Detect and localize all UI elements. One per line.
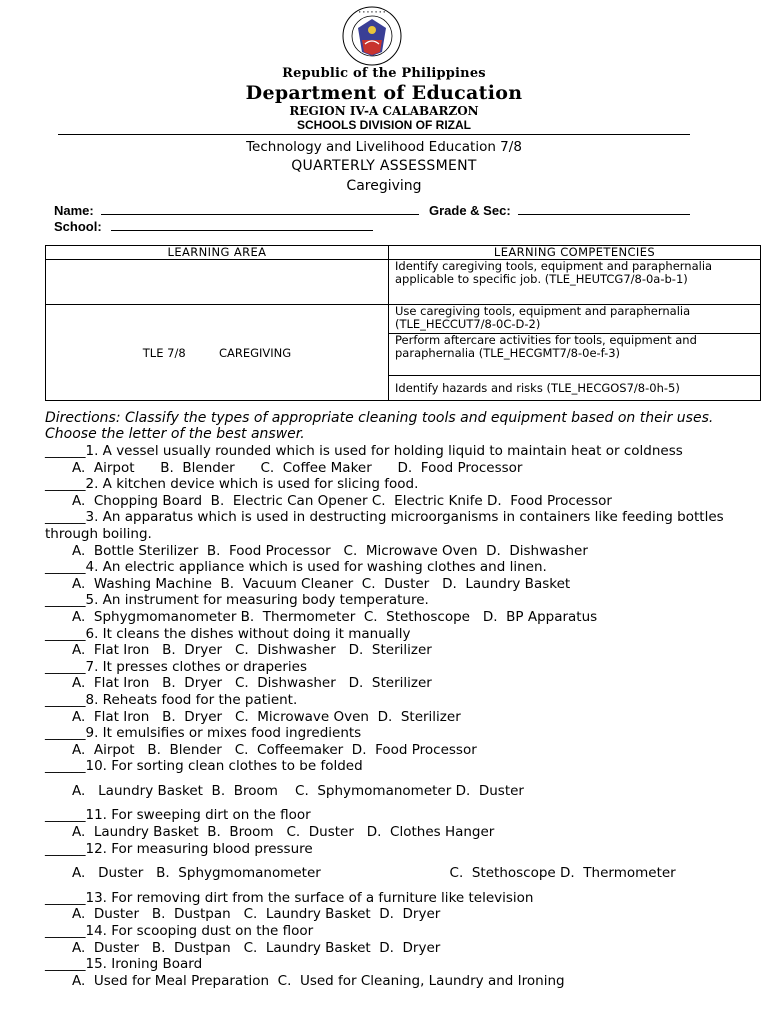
competency-text: Identify hazards and risks (TLE_HECGOS7/8-0h-5) xyxy=(395,380,680,395)
header-learning-competencies: LEARNING COMPETENCIES xyxy=(389,246,761,260)
area-cell-tle xyxy=(46,305,389,401)
table-row xyxy=(46,260,761,305)
school-row xyxy=(54,218,373,234)
school-field[interactable] xyxy=(111,218,373,231)
competency-cell xyxy=(389,376,761,401)
question-choices[interactable]: A. Flat Iron B. Dryer C. Dishwasher D. Sterilizer xyxy=(72,675,432,692)
name-field[interactable] xyxy=(101,202,419,215)
question-choices[interactable]: A. Laundry Basket B. Broom C. Duster D. Clothes Hanger xyxy=(72,824,495,841)
question-stem: ______10. For sorting clean clothes to be folded xyxy=(45,758,363,775)
competency-cell xyxy=(389,260,761,305)
republic-heading: Republic of the Philippines xyxy=(282,66,486,81)
header-learning-area: LEARNING AREA xyxy=(46,246,389,260)
question-choices[interactable]: A. Used for Meal Preparation C. Used for Cleaning, Laundry and Ironing xyxy=(72,972,565,989)
quiz-section xyxy=(45,410,760,989)
question-choices[interactable]: A. Bottle Sterilizer B. Food Processor C. Microwave Oven D. Dishwasher xyxy=(72,542,588,559)
svg-text:• • • • • • •: • • • • • • • xyxy=(358,10,386,16)
question-choices[interactable]: A. Chopping Board B. Electric Can Opener C. Electric Knife D. Food Processor xyxy=(72,492,612,509)
competency-text: Use caregiving tools, equipment and paraphernalia (TLE_HECCUT7/8-0C-D-2) xyxy=(395,304,691,331)
question-stem: ______7. It presses clothes or draperies xyxy=(45,658,307,675)
question-choices[interactable]: A. Airpot B. Blender C. Coffee Maker D. Food Processor xyxy=(72,459,523,476)
question-stem: ______3. An apparatus which is used in destructing microorganisms in containers like feeding bottles through boiling. xyxy=(45,509,724,542)
competency-cell xyxy=(389,334,761,376)
competency-table xyxy=(45,245,761,401)
table-row xyxy=(46,305,761,334)
subject-title: Technology and Livelihood Education 7/8 xyxy=(246,139,522,155)
competency-text: Perform aftercare activities for tools, equipment and paraphernalia (TLE_HECGMT7/8-0e-f-3) xyxy=(395,333,697,360)
question-stem: ______12. For measuring blood pressure xyxy=(45,840,313,857)
department-heading: Department of Education xyxy=(245,82,523,104)
question-stem: ______15. Ironing Board xyxy=(45,956,203,973)
grade-label: Grade & Sec: xyxy=(429,203,511,218)
header-divider xyxy=(58,134,690,135)
area-tle-text: TLE 7/8 xyxy=(142,345,186,360)
competency-cell xyxy=(389,305,761,334)
question-choices[interactable]: A. Flat Iron B. Dryer C. Microwave Oven D. Sterilizer xyxy=(72,708,461,725)
question-choices[interactable]: A. Sphygmomanometer B. Thermometer C. Stethoscope D. BP Apparatus xyxy=(72,608,598,625)
question-stem: ______9. It emulsifies or mixes food ingredients xyxy=(45,725,362,742)
name-grade-row xyxy=(54,202,690,218)
table-header-row xyxy=(46,246,761,260)
question-stem: ______14. For scooping dust on the floor xyxy=(45,923,314,940)
question-stem: ______11. For sweeping dirt on the floor xyxy=(45,807,311,824)
question-stem: ______1. A vessel usually rounded which is used for holding liquid to maintain heat or coldness xyxy=(45,443,683,459)
area-subject-text: CAREGIVING xyxy=(218,345,292,360)
question-choices[interactable]: A. Duster B. Dustpan C. Laundry Basket D. Dryer xyxy=(72,939,441,956)
question-stem: ______4. An electric appliance which is used for washing clothes and linen. xyxy=(45,559,547,576)
question-choices[interactable]: A. Duster B. Sphygmomanometer C. Stethoscope D. Thermometer xyxy=(72,865,676,882)
question-choices[interactable]: A. Washing Machine B. Vacuum Cleaner C. Duster D. Laundry Basket xyxy=(72,575,571,592)
area-cell-empty xyxy=(46,260,389,305)
topic-title: Caregiving xyxy=(346,178,422,194)
question-stem: ______6. It cleans the dishes without doing it manually xyxy=(45,625,411,642)
school-label: School: xyxy=(54,219,102,234)
division-heading: SCHOOLS DIVISION OF RIZAL xyxy=(296,118,471,132)
assessment-title: QUARTERLY ASSESSMENT xyxy=(291,158,477,174)
question-choices[interactable]: A. Duster B. Dustpan C. Laundry Basket D. Dryer xyxy=(72,906,441,923)
question-choices[interactable]: A. Flat Iron B. Dryer C. Dishwasher D. Sterilizer xyxy=(72,642,432,659)
deped-seal-icon xyxy=(336,6,408,66)
directions-text: Directions: Classify the types of appropriate cleaning tools and equipment based on their uses. Choose the letter of the best answer. xyxy=(45,410,714,442)
region-heading: REGION IV-A CALABARZON xyxy=(289,104,479,118)
name-label: Name: xyxy=(54,203,94,218)
competency-text: Identify caregiving tools, equipment and paraphernalia applicable to specific job. (TLE_HEUTCG7/8-0a-b-1) xyxy=(395,259,713,286)
question-choices[interactable]: A. Airpot B. Blender C. Coffeemaker D. Food Processor xyxy=(72,741,477,758)
question-choices[interactable]: A. Laundry Basket B. Broom C. Sphymomanometer D. Duster xyxy=(72,782,524,799)
grade-field[interactable] xyxy=(518,202,690,215)
question-stem: ______13. For removing dirt from the surface of a furniture like television xyxy=(45,889,534,906)
question-stem: ______2. A kitchen device which is used for slicing food. xyxy=(45,476,419,493)
question-stem: ______5. An instrument for measuring body temperature. xyxy=(45,592,429,609)
question-stem: ______8. Reheats food for the patient. xyxy=(45,691,298,708)
